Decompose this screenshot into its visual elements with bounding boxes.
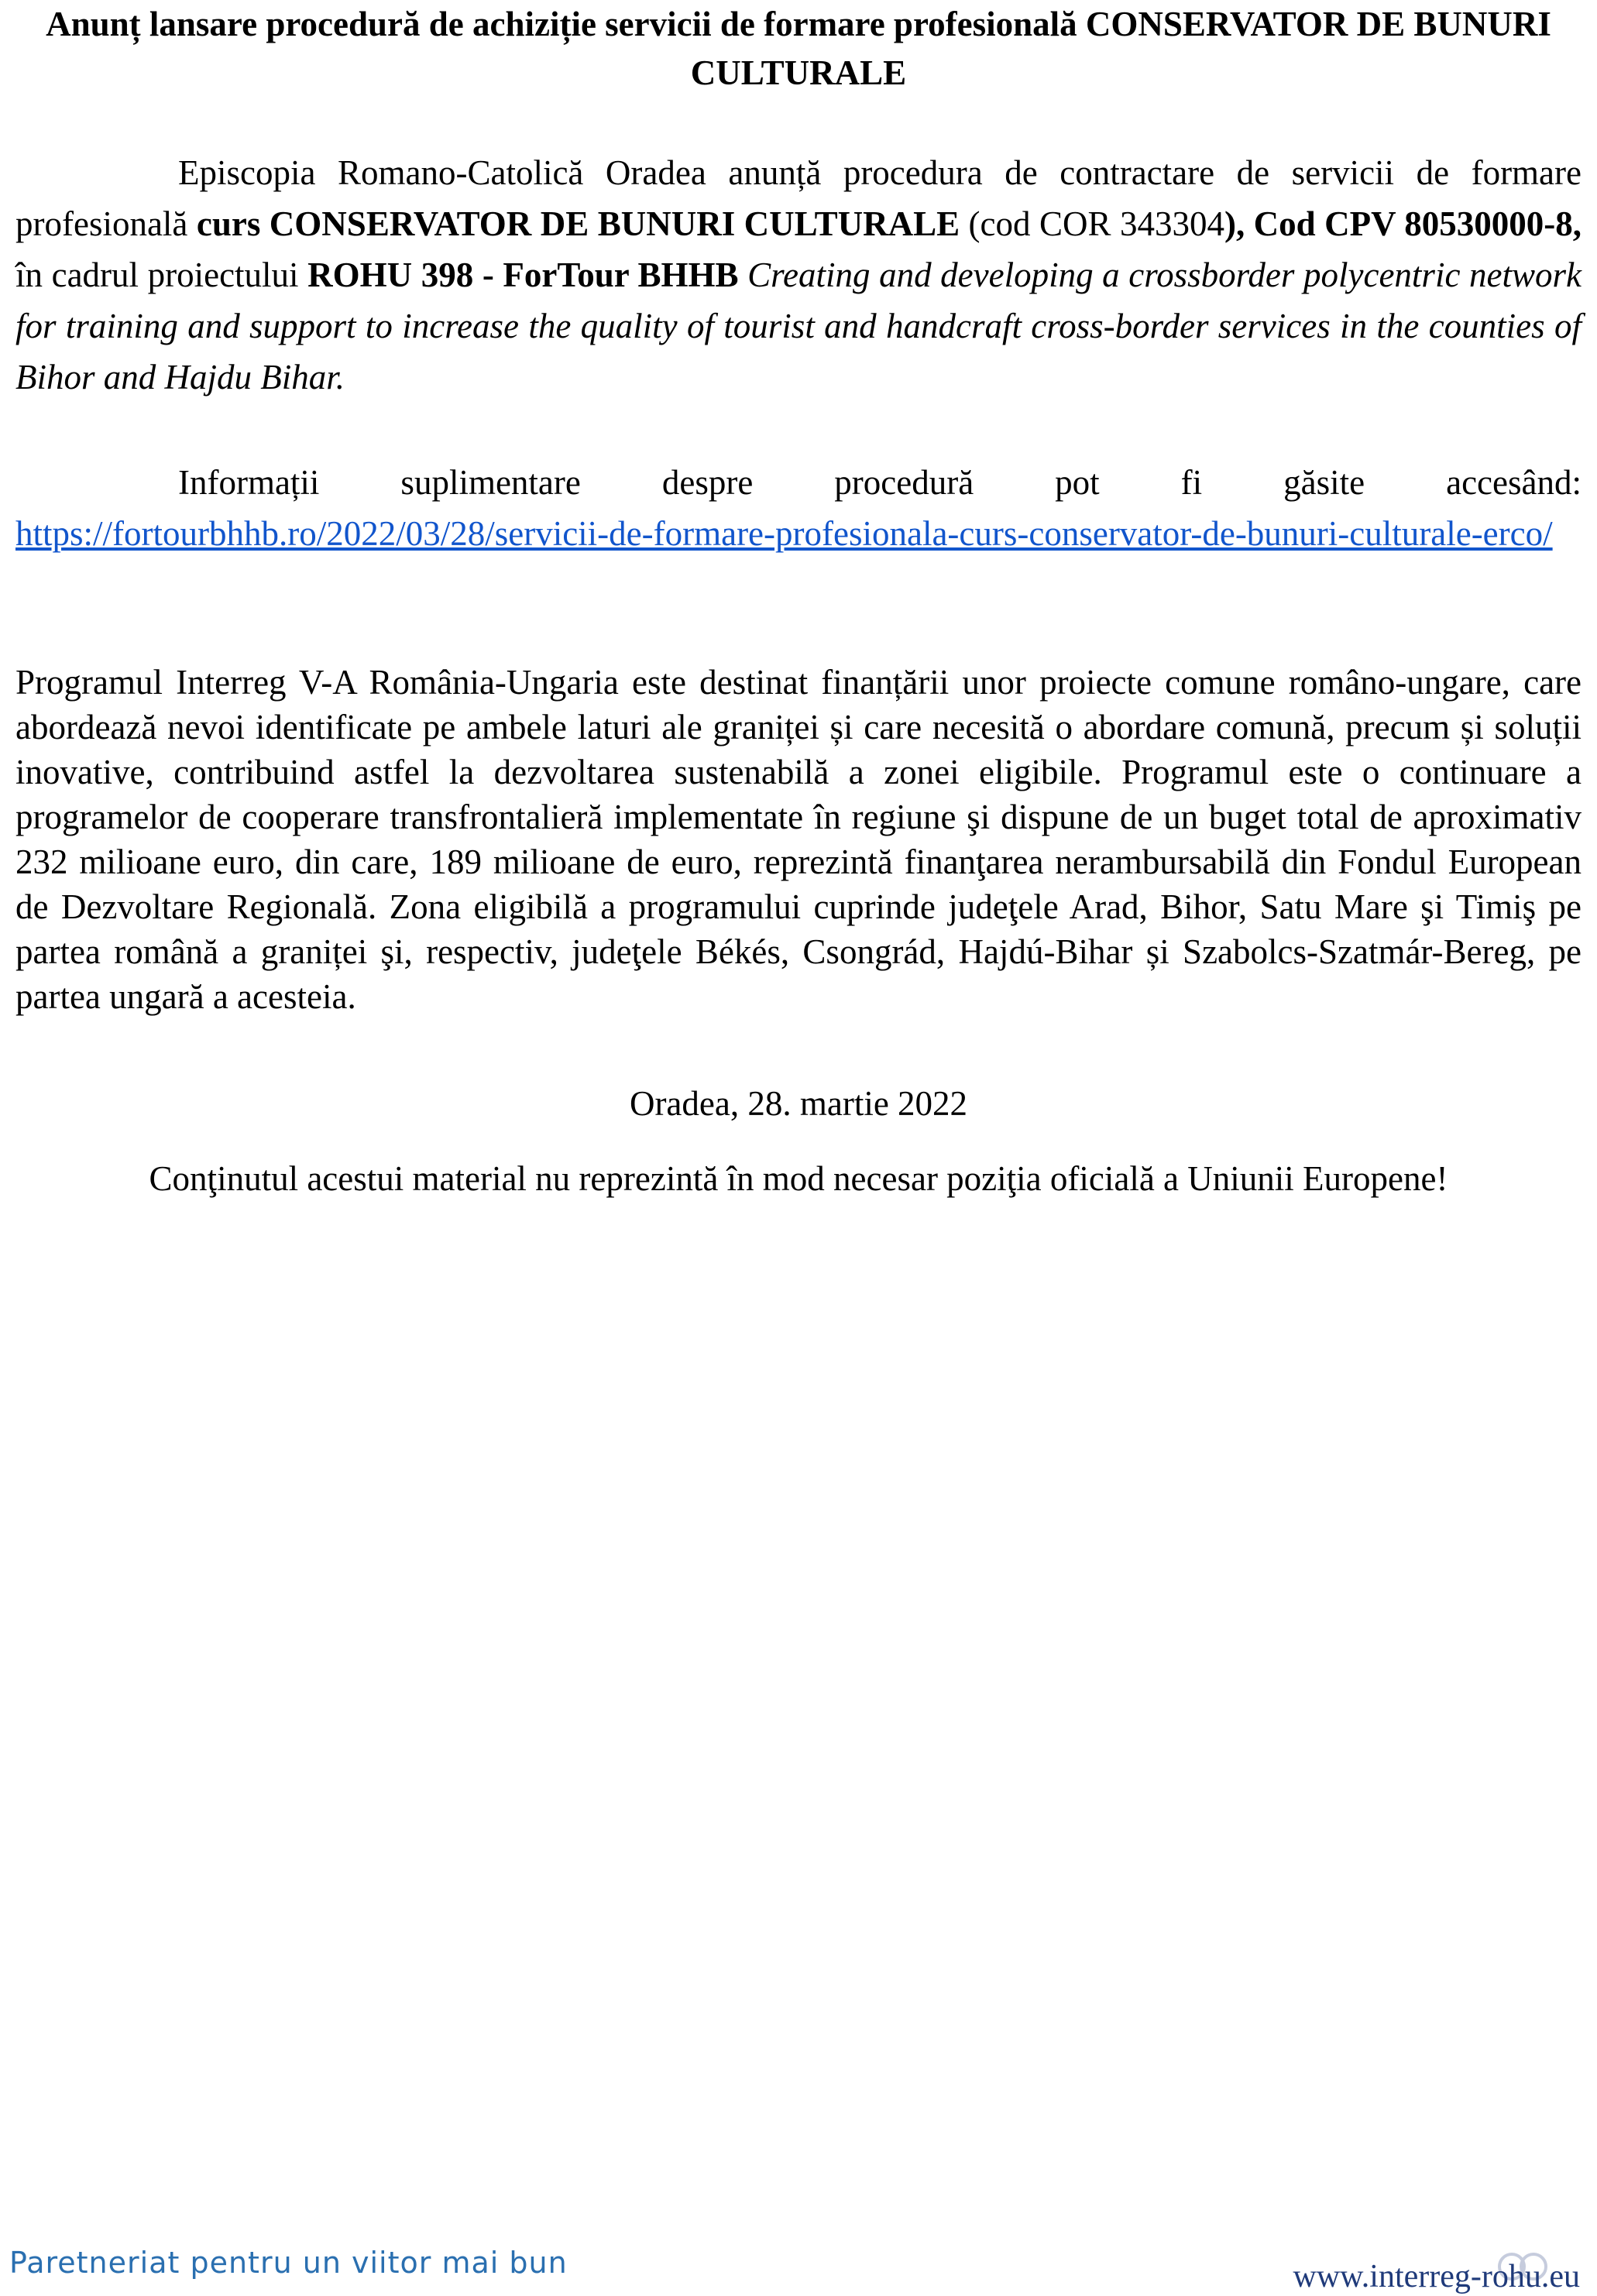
cpv-code: ), Cod CPV 80530000-8, (1224, 204, 1582, 243)
project-description: Creating and developing a crossborder polycentric network for training and support to increase the quality of tourist and handcraft cross-border services in the counties of Bihor and Hajdu Bihar. (15, 256, 1582, 396)
footer-website[interactable]: www.interreg-rohu.eu (1293, 2259, 1580, 2294)
course-name: curs CONSERVATOR DE BUNURI CULTURALE (196, 204, 960, 243)
info-text: Informații suplimentare despre procedură pot fi găsite accesând: (178, 463, 1582, 502)
spacer-text (739, 256, 748, 294)
program-paragraph: Programul Interreg V-A România-Ungaria este destinat finanțării unor proiecte comune româno-ungare, care abordează nevoi identificate pe ambele laturi ale graniței și care necesită o abordare comună, precum și soluții inovative, contribuind astfel la dezvoltarea sustenabilă a zonei eligibile. Programul este o continuare a programelor de cooperare transfrontalieră implementate în regiune şi dispune de un buget total de aproximativ 232 milioane euro, din care, 189 milioane de euro, reprezintă finanţarea nerambursabilă din Fondul European de Dezvoltare Regională. Zona eligibilă a programului cuprinde judeţele Arad, Bihor, Satu Mare şi Timiş pe partea română a graniței şi, respectiv, judeţele Békés, Csongrád, Hajdú-Bihar și Szabolcs-Szatmár-Bereg, pe partea ungară a acesteia. (15, 663, 1582, 1016)
project-code: ROHU 398 - ForTour BHHB (307, 256, 739, 294)
announcement-text-1: Episcopia Romano-Catolică Oradea anunță procedura de contractare de servicii de formare profesională (15, 153, 1582, 243)
footer-slogan: Paretneriat pentru un viitor mai bun (9, 2246, 568, 2280)
announcement-paragraph (15, 147, 1582, 403)
announcement-text-2: în cadrul proiectului (15, 256, 308, 294)
document-date: Oradea, 28. martie 2022 (629, 1084, 968, 1123)
eu-disclaimer: Conţinutul acestui material nu reprezintă în mod necesar poziţia oficială a Uniunii Europene! (149, 1159, 1448, 1198)
document-page (15, 0, 1582, 1198)
document-title: Anunț lansare procedură de achiziție servicii de formare profesională CONSERVATOR DE BUNURI CULTURALE (46, 5, 1551, 92)
procedure-link[interactable]: https://fortourbhhb.ro/2022/03/28/servicii-de-formare-profesionala-curs-conservator-de-bunuri-culturale-erco/ (15, 514, 1553, 553)
cor-code: (cod COR 343304 (960, 204, 1224, 243)
info-paragraph (15, 457, 1582, 559)
